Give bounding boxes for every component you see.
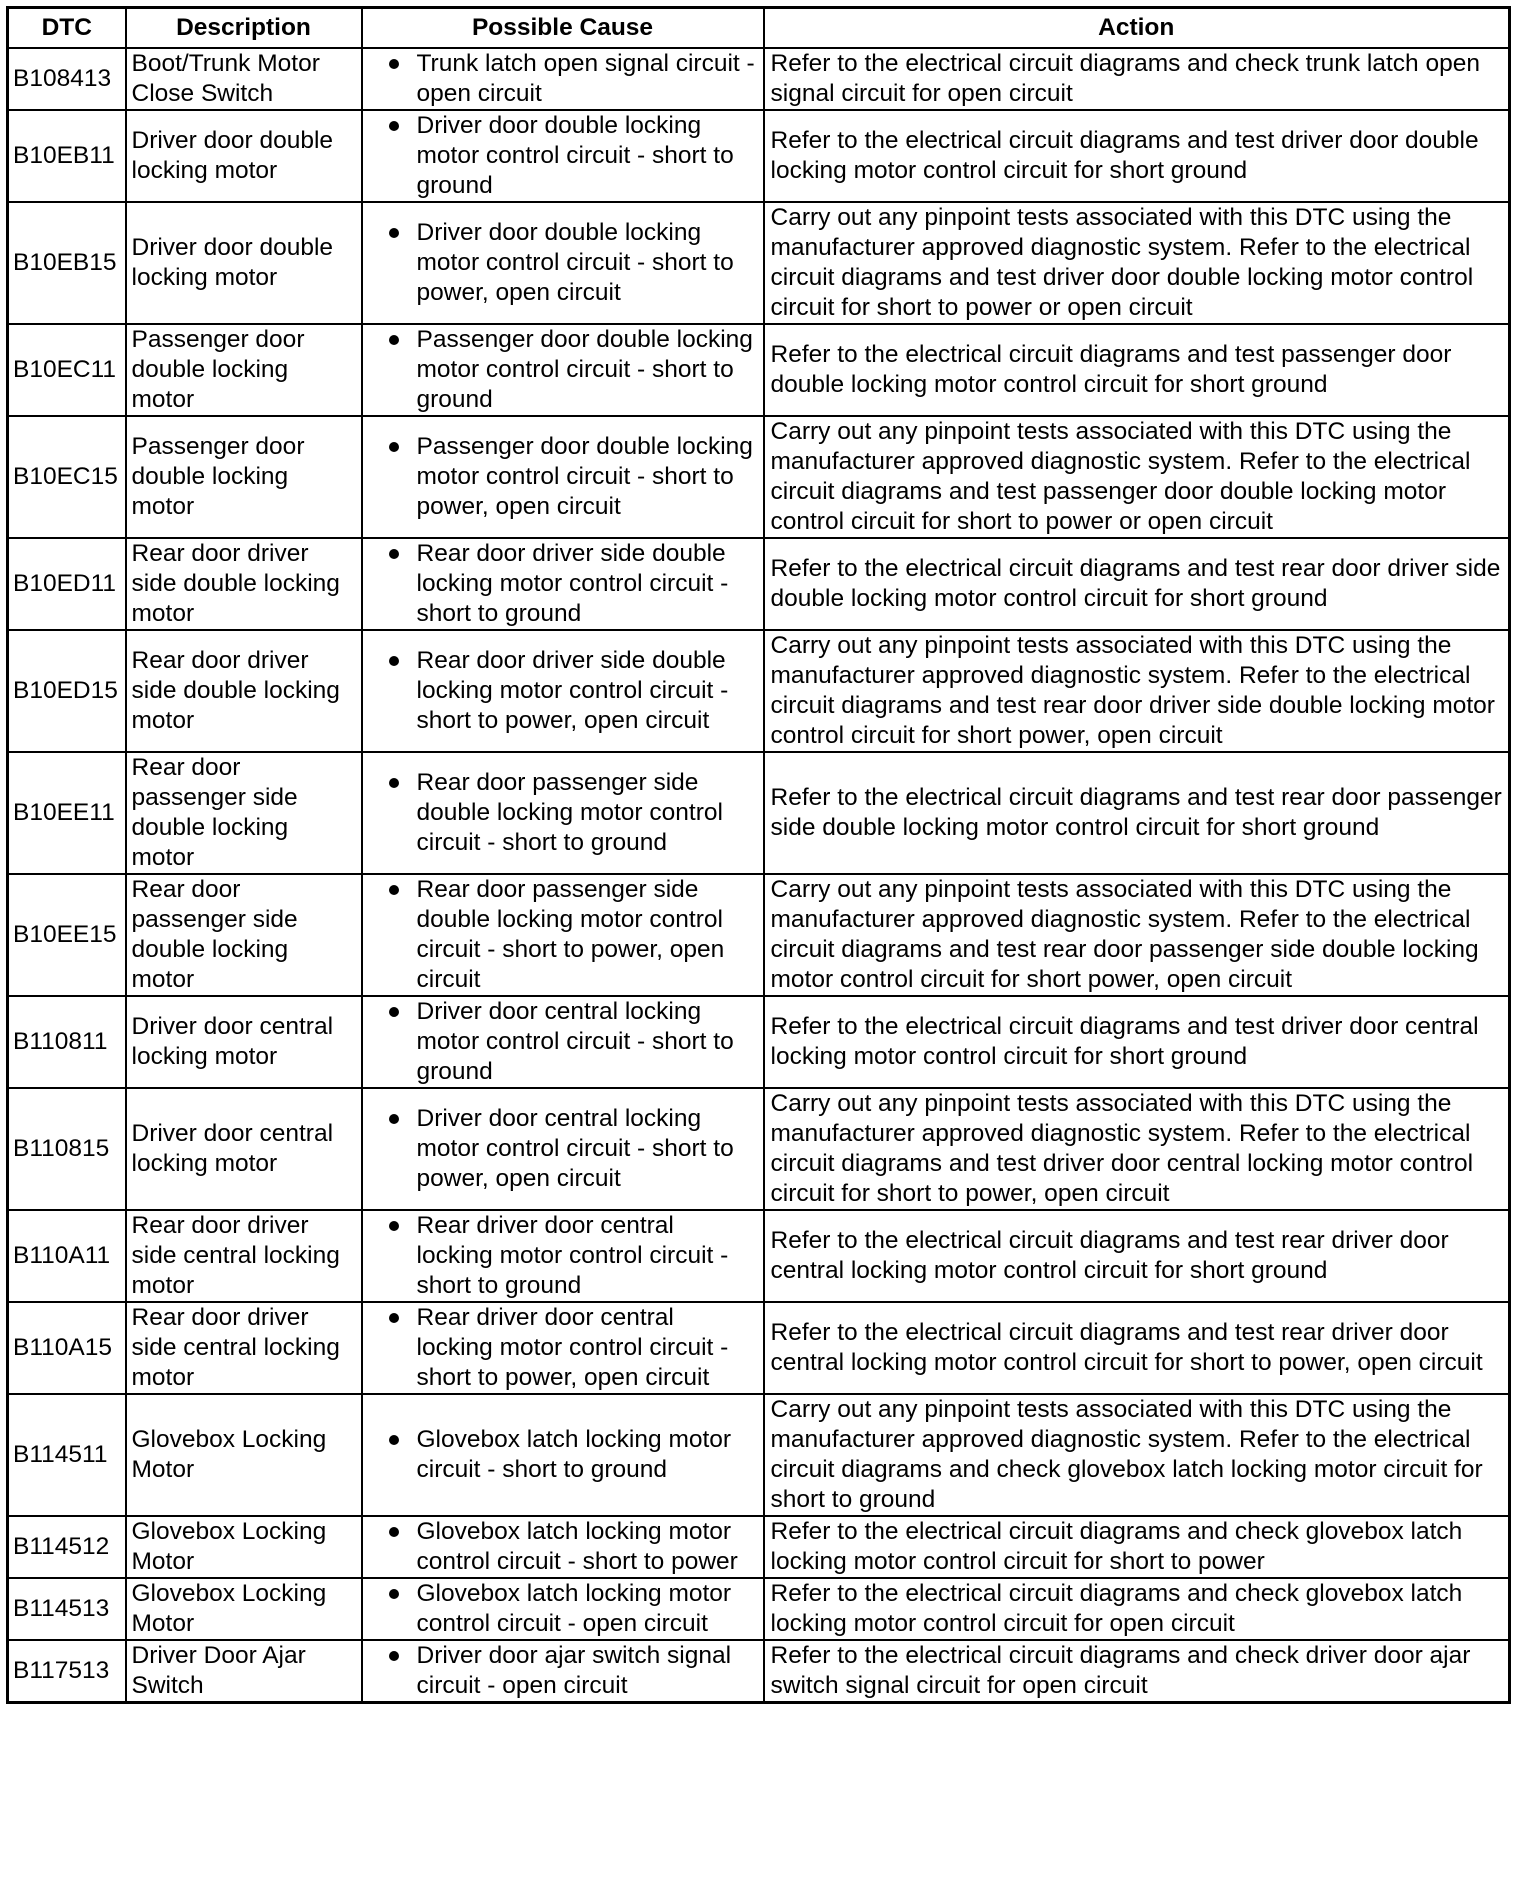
possible-cause-cell [362,1210,764,1302]
action-text: Refer to the electrical circuit diagrams and test passenger door double locking motor control circuit for short ground [764,324,1510,416]
action-text: Refer to the electrical circuit diagrams and test driver door double locking motor control circuit for short ground [764,110,1510,202]
table-row [8,324,1510,416]
possible-cause-cell [362,996,764,1088]
possible-cause-cell [362,1302,764,1394]
dtc-code: B114512 [8,1516,126,1578]
dtc-description: Driver Door Ajar Switch [126,1640,362,1703]
bullet-icon [389,335,399,345]
action-text: Refer to the electrical circuit diagrams and check driver door ajar switch signal circuit for open circuit [764,1640,1510,1703]
dtc-description: Boot/Trunk Motor Close Switch [126,48,362,110]
table-row [8,1516,1510,1578]
possible-cause-cell [362,48,764,110]
table-row [8,996,1510,1088]
header-dtc: DTC [8,8,126,49]
table-row [8,202,1510,324]
dtc-description: Glovebox Locking Motor [126,1516,362,1578]
bullet-icon [389,228,399,238]
action-text: Carry out any pinpoint tests associated with this DTC using the manufacturer approved diagnostic system. Refer to the electrical circuit diagrams and test passenger door double locking motor control circuit for short to power or open circuit [764,416,1510,538]
table-row [8,1578,1510,1640]
possible-cause-cell [362,1578,764,1640]
possible-cause-cell [362,1394,764,1516]
dtc-code: B10EC11 [8,324,126,416]
bullet-icon [389,1589,399,1599]
dtc-description: Passenger door double locking motor [126,416,362,538]
bullet-icon [389,885,399,895]
action-text: Refer to the electrical circuit diagrams and test rear driver door central locking motor control circuit for short ground [764,1210,1510,1302]
action-text: Carry out any pinpoint tests associated with this DTC using the manufacturer approved diagnostic system. Refer to the electrical circuit diagrams and test driver door central locking motor control circuit for short to power, open circuit [764,1088,1510,1210]
possible-cause-cell [362,1516,764,1578]
dtc-description: Rear door driver side double locking motor [126,538,362,630]
dtc-description: Rear door driver side central locking motor [126,1210,362,1302]
dtc-code: B10EB15 [8,202,126,324]
dtc-description: Glovebox Locking Motor [126,1394,362,1516]
table-row [8,1302,1510,1394]
possible-cause-text: Rear door passenger side double locking motor control circuit - short to power, open circuit [416,876,725,993]
table-row [8,1210,1510,1302]
bullet-icon [389,1435,399,1445]
dtc-code: B10EE11 [8,752,126,874]
table-row [8,1394,1510,1516]
table-row [8,874,1510,996]
dtc-code: B110815 [8,1088,126,1210]
table-row [8,416,1510,538]
table-header-row [8,8,1510,49]
table-body [8,48,1510,1703]
possible-cause-text: Glovebox latch locking motor control circuit - open circuit [416,1580,732,1637]
dtc-table [6,6,1511,1704]
header-action: Action [764,8,1510,49]
possible-cause-text: Trunk latch open signal circuit - open circuit [416,50,755,107]
action-text: Refer to the electrical circuit diagrams and test rear driver door central locking motor control circuit for short to power, open circuit [764,1302,1510,1394]
possible-cause-text: Driver door double locking motor control circuit - short to ground [416,112,734,199]
action-text: Refer to the electrical circuit diagrams and test rear door driver side double locking motor control circuit for short ground [764,538,1510,630]
possible-cause-text: Passenger door double locking motor control circuit - short to ground [416,326,753,413]
bullet-icon [389,1114,399,1124]
possible-cause-cell [362,752,764,874]
dtc-description: Passenger door double locking motor [126,324,362,416]
dtc-description: Driver door central locking motor [126,996,362,1088]
header-possible-cause: Possible Cause [362,8,764,49]
dtc-code: B10EE15 [8,874,126,996]
possible-cause-text: Driver door central locking motor control circuit - short to power, open circuit [416,1105,734,1192]
bullet-icon [389,59,399,69]
possible-cause-text: Driver door ajar switch signal circuit - open circuit [416,1642,732,1699]
possible-cause-text: Rear door driver side double locking motor control circuit - short to power, open circuit [416,647,729,734]
dtc-table-container [6,6,1508,1704]
bullet-icon [389,549,399,559]
possible-cause-text: Glovebox latch locking motor control circuit - short to power [416,1518,738,1575]
action-text: Carry out any pinpoint tests associated with this DTC using the manufacturer approved diagnostic system. Refer to the electrical circuit diagrams and check glovebox latch locking motor circuit for short to ground [764,1394,1510,1516]
dtc-description: Driver door double locking motor [126,202,362,324]
possible-cause-cell [362,630,764,752]
table-row [8,48,1510,110]
bullet-icon [389,1007,399,1017]
dtc-code: B114513 [8,1578,126,1640]
dtc-code: B114511 [8,1394,126,1516]
table-row [8,110,1510,202]
possible-cause-cell [362,110,764,202]
dtc-description: Driver door central locking motor [126,1088,362,1210]
dtc-description: Glovebox Locking Motor [126,1578,362,1640]
bullet-icon [389,442,399,452]
possible-cause-text: Glovebox latch locking motor circuit - short to ground [416,1426,732,1483]
possible-cause-text: Driver door double locking motor control circuit - short to power, open circuit [416,219,734,306]
action-text: Carry out any pinpoint tests associated with this DTC using the manufacturer approved diagnostic system. Refer to the electrical circuit diagrams and test driver door double locking motor control circuit for short to power or open circuit [764,202,1510,324]
action-text: Refer to the electrical circuit diagrams and check glovebox latch locking motor control circuit for short to power [764,1516,1510,1578]
bullet-icon [389,1221,399,1231]
action-text: Carry out any pinpoint tests associated with this DTC using the manufacturer approved diagnostic system. Refer to the electrical circuit diagrams and test rear door passenger side double locking motor control circuit for short power, open circuit [764,874,1510,996]
dtc-description: Driver door double locking motor [126,110,362,202]
table-row [8,1640,1510,1703]
possible-cause-text: Rear driver door central locking motor control circuit - short to ground [416,1212,729,1299]
possible-cause-text: Passenger door double locking motor control circuit - short to power, open circuit [416,433,753,520]
possible-cause-text: Rear driver door central locking motor control circuit - short to power, open circuit [416,1304,729,1391]
action-text: Refer to the electrical circuit diagrams and check glovebox latch locking motor control circuit for open circuit [764,1578,1510,1640]
dtc-code: B10ED15 [8,630,126,752]
bullet-icon [389,1313,399,1323]
table-row [8,630,1510,752]
bullet-icon [389,656,399,666]
bullet-icon [389,1527,399,1537]
dtc-code: B110A11 [8,1210,126,1302]
dtc-description: Rear door passenger side double locking motor [126,874,362,996]
dtc-code: B108413 [8,48,126,110]
table-row [8,1088,1510,1210]
bullet-icon [389,1651,399,1661]
possible-cause-text: Rear door passenger side double locking motor control circuit - short to ground [416,769,723,856]
possible-cause-cell [362,324,764,416]
header-description: Description [126,8,362,49]
possible-cause-cell [362,1640,764,1703]
possible-cause-cell [362,538,764,630]
dtc-description: Rear door driver side double locking motor [126,630,362,752]
possible-cause-cell [362,416,764,538]
dtc-code: B117513 [8,1640,126,1703]
dtc-code: B110A15 [8,1302,126,1394]
possible-cause-cell [362,874,764,996]
bullet-icon [389,778,399,788]
dtc-code: B10ED11 [8,538,126,630]
dtc-code: B10EB11 [8,110,126,202]
dtc-description: Rear door passenger side double locking motor [126,752,362,874]
action-text: Carry out any pinpoint tests associated with this DTC using the manufacturer approved diagnostic system. Refer to the electrical circuit diagrams and test rear door driver side double locking motor control circuit for short power, open circuit [764,630,1510,752]
dtc-description: Rear door driver side central locking motor [126,1302,362,1394]
possible-cause-text: Driver door central locking motor control circuit - short to ground [416,998,734,1085]
table-row [8,752,1510,874]
action-text: Refer to the electrical circuit diagrams and test rear door passenger side double locking motor control circuit for short ground [764,752,1510,874]
bullet-icon [389,121,399,131]
table-row [8,538,1510,630]
action-text: Refer to the electrical circuit diagrams and check trunk latch open signal circuit for open circuit [764,48,1510,110]
dtc-code: B110811 [8,996,126,1088]
possible-cause-cell [362,1088,764,1210]
possible-cause-text: Rear door driver side double locking motor control circuit - short to ground [416,540,729,627]
dtc-code: B10EC15 [8,416,126,538]
possible-cause-cell [362,202,764,324]
action-text: Refer to the electrical circuit diagrams and test driver door central locking motor control circuit for short ground [764,996,1510,1088]
